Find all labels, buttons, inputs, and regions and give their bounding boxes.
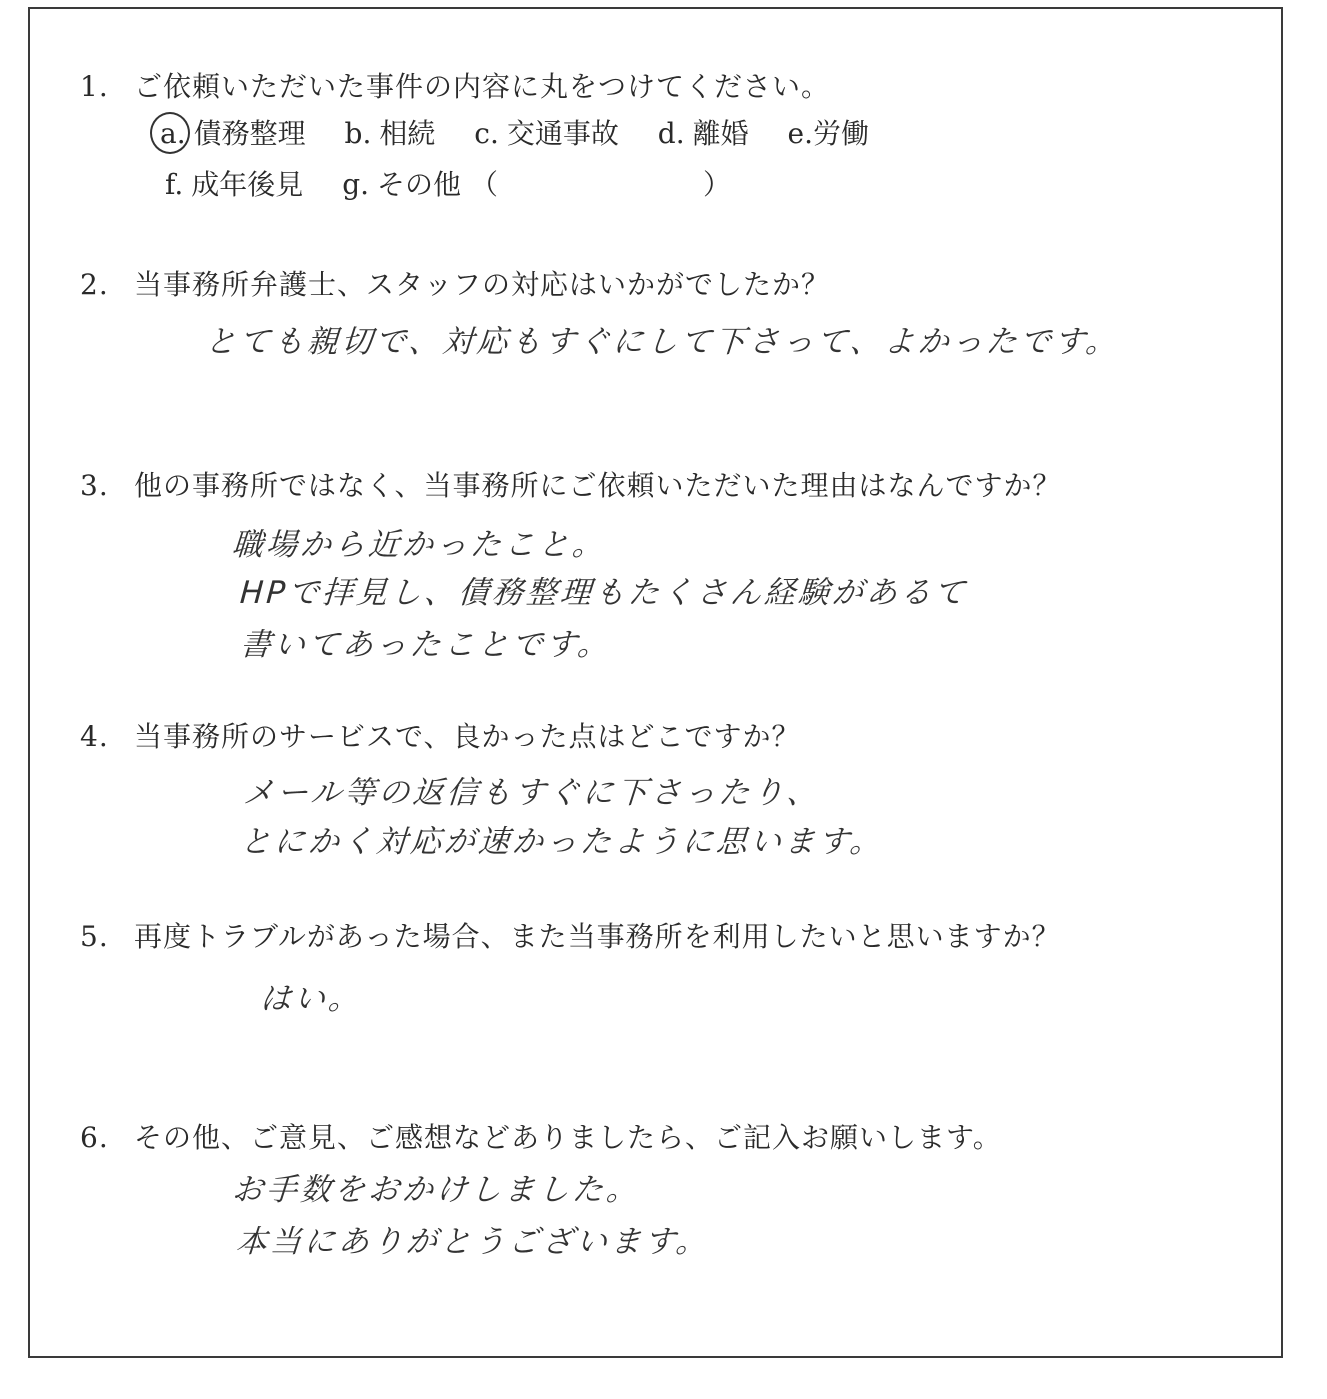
question-number: 1.	[80, 70, 109, 103]
option-f-letter: f.	[165, 168, 184, 201]
question-4	[80, 720, 801, 753]
answer-6-line-1: お手数をおかけしました。	[230, 1172, 642, 1208]
question-5	[80, 920, 1061, 953]
question-number: 3.	[80, 469, 109, 502]
option-f-label: 成年後見	[191, 168, 304, 201]
answer-3-line-3: 書いてあったことです。	[238, 627, 613, 663]
selected-circle-mark	[150, 112, 190, 154]
option-c[interactable]	[474, 117, 619, 150]
answer-6-line-2: 本当にありがとうございます。	[234, 1224, 711, 1260]
option-d[interactable]	[657, 117, 749, 150]
option-a-letter: a.	[160, 120, 186, 148]
answer-2-line-1: とても親切で、対応もすぐにして下さって、よかったです。	[203, 324, 1121, 360]
other-paren-close: ）	[702, 168, 731, 201]
answer-3-line-1: 職場から近かったこと。	[230, 527, 608, 563]
question-number: 4.	[80, 720, 109, 753]
option-g[interactable]	[342, 168, 462, 201]
question-text: 当事務所のサービスで、良かった点はどこですか？	[134, 720, 801, 753]
question-text: ご依頼いただいた事件の内容に丸をつけてください。	[134, 70, 831, 103]
option-d-letter: d.	[657, 117, 685, 150]
question-1	[80, 70, 831, 103]
answer-4-line-2: とにかく対応が速かったように思います。	[238, 824, 885, 860]
question-3	[80, 469, 1062, 502]
option-a[interactable]	[160, 117, 306, 150]
question-2	[80, 268, 831, 301]
question-number: 6.	[80, 1121, 109, 1154]
answer-3-line-2: HPで拝見し、債務整理もたくさん経験があるて	[238, 575, 969, 611]
other-paren-open: （	[469, 168, 498, 201]
option-a-label: 債務整理	[193, 117, 306, 150]
option-b-letter: b.	[344, 117, 372, 150]
option-e-label: 労働	[813, 117, 870, 150]
question-number: 5.	[80, 920, 109, 953]
option-b[interactable]	[344, 117, 436, 150]
option-c-letter: c.	[474, 117, 499, 150]
answer-5-line-1: はい。	[258, 981, 364, 1017]
question-6	[80, 1121, 1002, 1154]
answer-4-line-1: メール等の返信もすぐに下さったり、	[241, 775, 822, 811]
question-text: 他の事務所ではなく、当事務所にご依頼いただいた理由はなんですか？	[134, 469, 1062, 502]
question-text: その他、ご意見、ご感想などありましたら、ご記入お願いします。	[134, 1121, 1002, 1154]
option-c-label: 交通事故	[506, 117, 619, 150]
options-row-2	[165, 168, 731, 201]
question-text: 当事務所弁護士、スタッフの対応はいかがでしたか？	[134, 268, 831, 301]
options-row-1	[160, 117, 899, 150]
question-text: 再度トラブルがあった場合、また当事務所を利用したいと思いますか？	[134, 920, 1061, 953]
option-e[interactable]	[787, 117, 870, 150]
option-g-letter: g.	[342, 168, 370, 201]
survey-sheet	[28, 7, 1283, 1358]
question-number: 2.	[80, 268, 109, 301]
option-e-letter: e.	[787, 117, 814, 150]
option-g-label: その他	[377, 168, 462, 201]
option-d-label: 離婚	[692, 117, 749, 150]
option-f[interactable]	[165, 168, 304, 201]
option-b-label: 相続	[379, 117, 436, 150]
